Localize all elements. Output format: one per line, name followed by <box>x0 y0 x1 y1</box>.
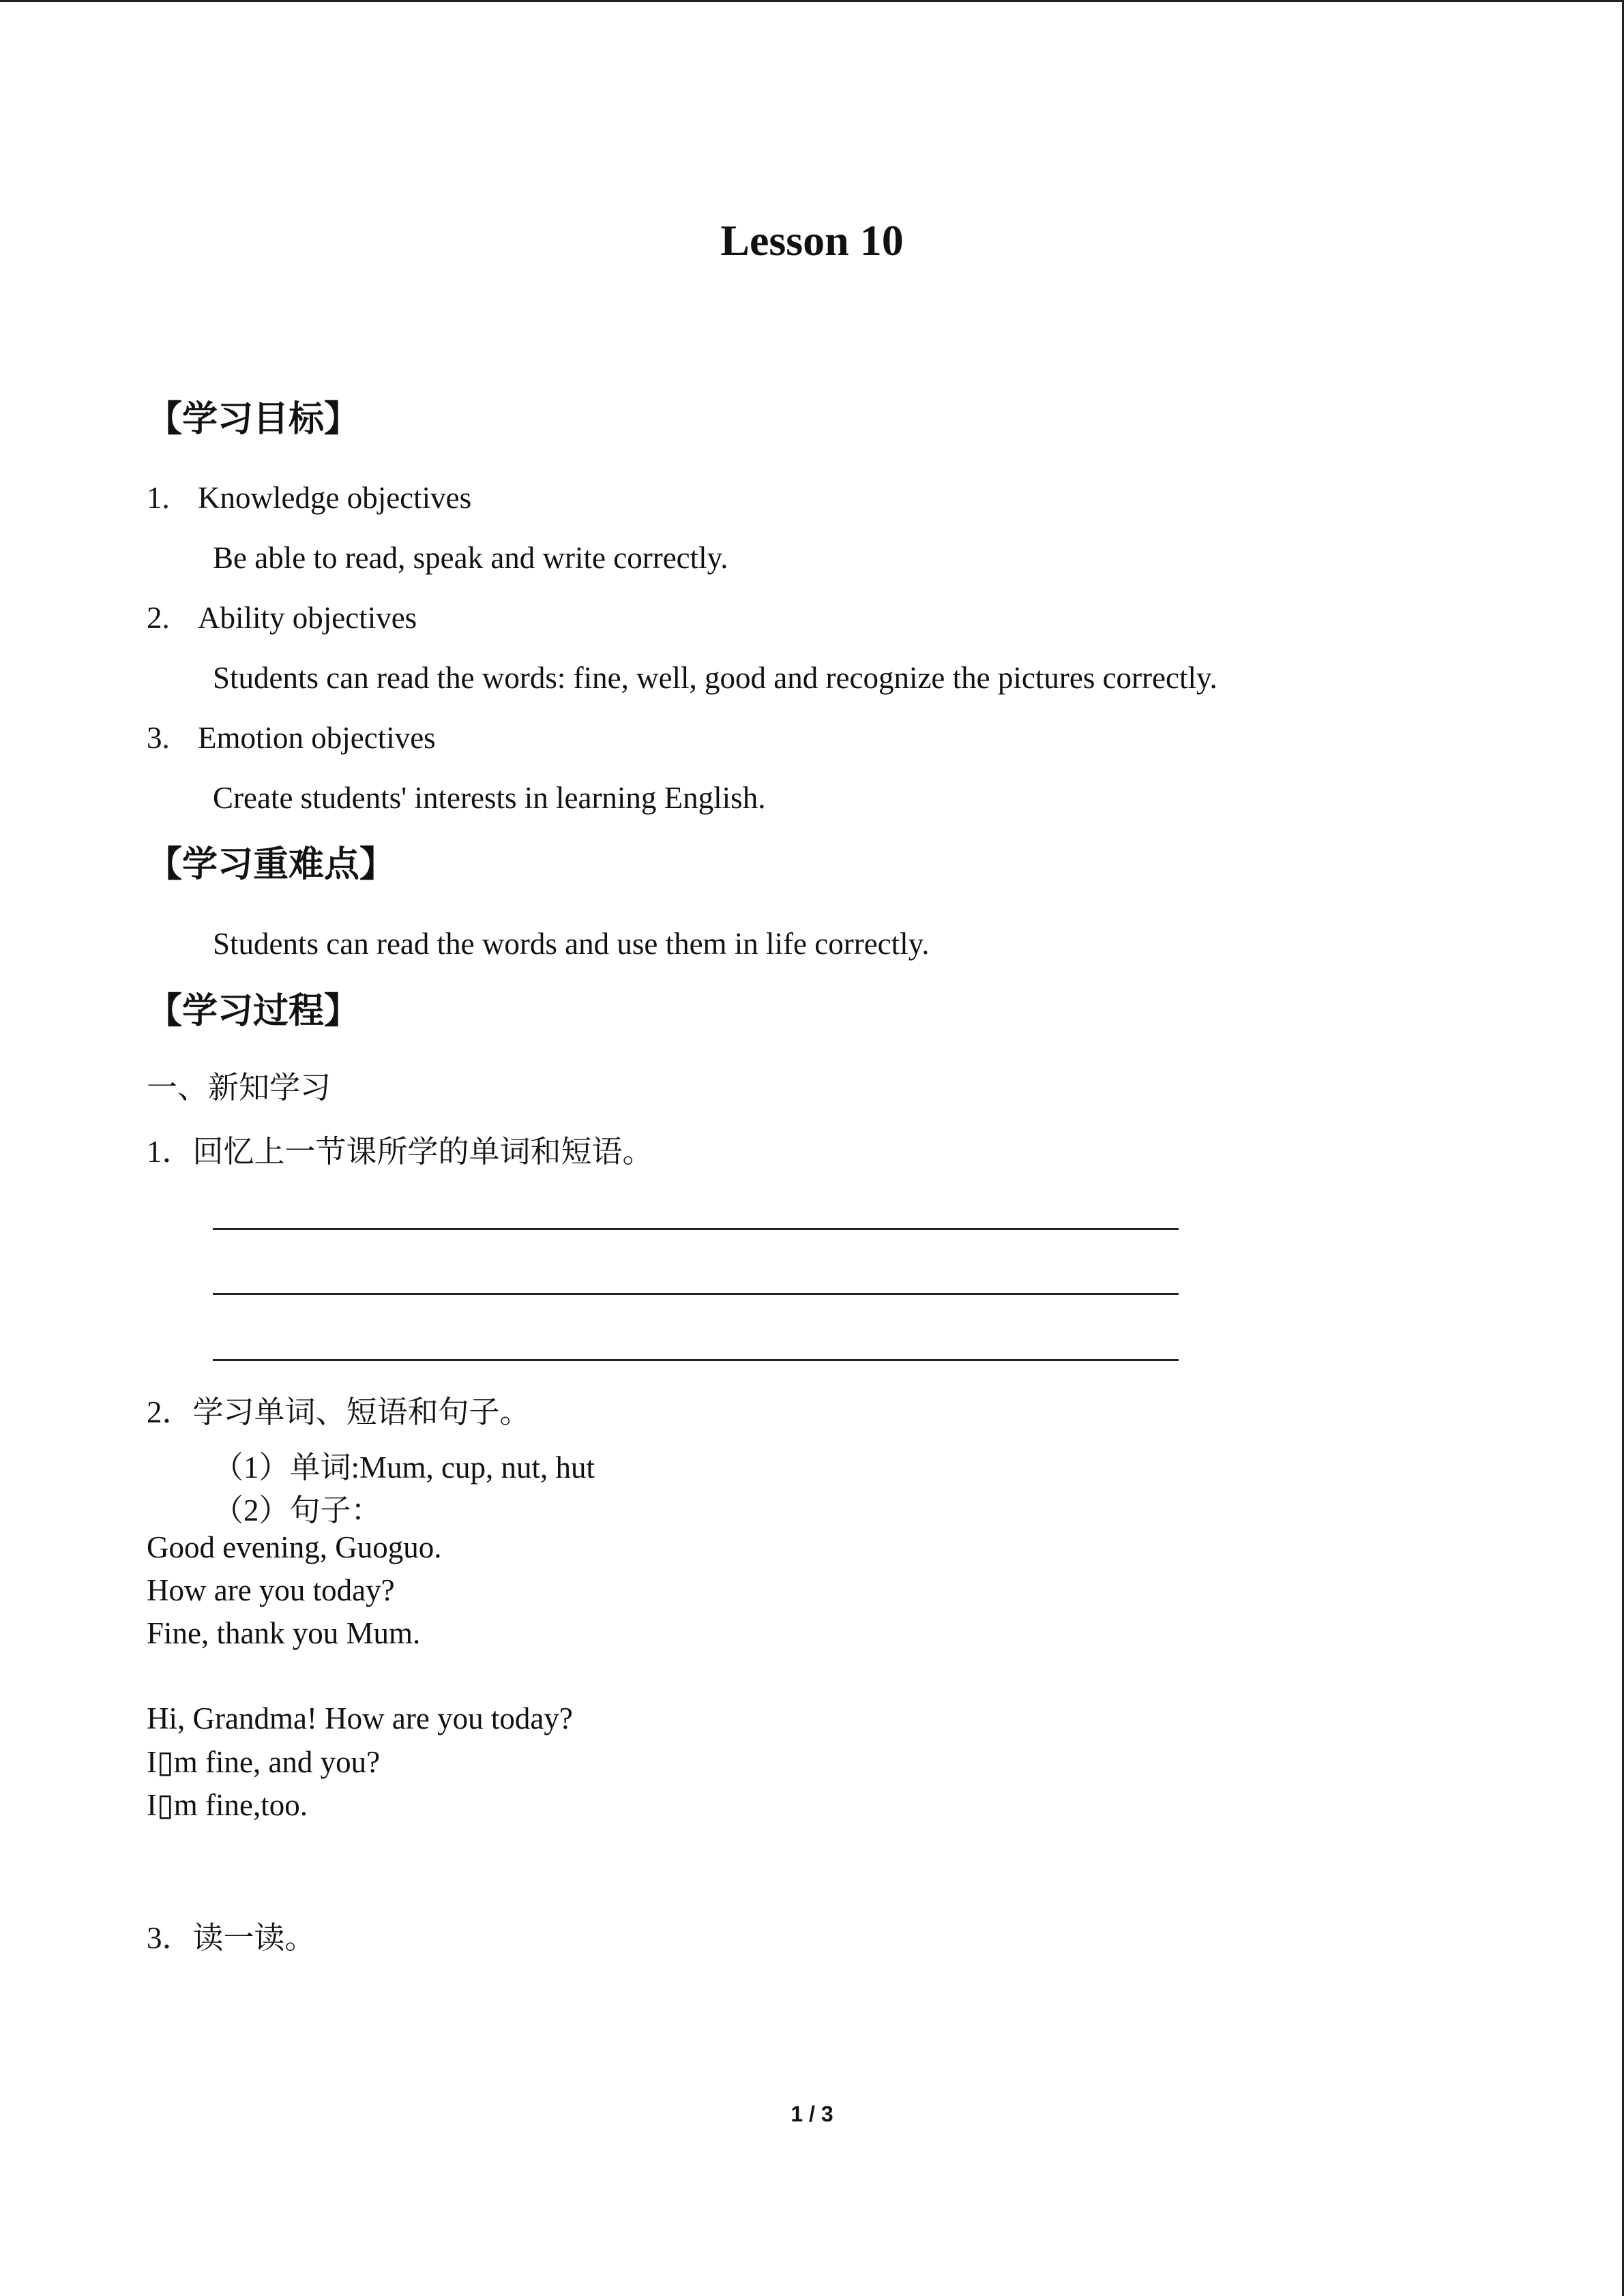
process-part-1: 一、新知学习 <box>147 1071 331 1105</box>
page-title: Lesson 10 <box>720 216 904 265</box>
objective-1-detail: Be able to read, speak and write correctly. <box>213 541 728 575</box>
objective-3-detail: Create students' interests in learning English. <box>213 781 766 815</box>
dialogue-1-line-3: Fine, thank you Mum. <box>147 1616 421 1650</box>
process-heading: 【学习过程】 <box>147 991 360 1032</box>
objective-2-detail: Students can read the words: fine, well, good and recognize the pictures correctly. <box>213 661 1217 695</box>
objective-2-number: 2. <box>147 601 170 635</box>
objective-1-number: 1. <box>147 481 170 515</box>
dialogue-2-line-2: I▯m fine, and you? <box>147 1745 381 1779</box>
objectives-heading: 【学习目标】 <box>147 399 360 440</box>
dialogue-2-line-3: I▯m fine,too. <box>147 1788 308 1822</box>
process-step-3: 3．读一读。 <box>147 1921 316 1955</box>
dialogue-2-line-1: Hi, Grandma! How are you today? <box>147 1701 573 1735</box>
objective-3-number: 3. <box>147 721 170 755</box>
process-step-1: 1．回忆上一节课所学的单词和短语。 <box>147 1135 653 1169</box>
process-step-2: 2．学习单词、短语和句子。 <box>147 1395 531 1429</box>
page-top-border <box>0 0 1624 2</box>
objective-1-label: Knowledge objectives <box>198 481 472 515</box>
words-line: （1）单词:Mum, cup, nut, hut <box>213 1450 595 1485</box>
objective-2-label: Ability objectives <box>198 601 417 635</box>
dialogue-1-line-2: How are you today? <box>147 1573 395 1607</box>
objective-3-label: Emotion objectives <box>198 721 436 755</box>
answer-line-3[interactable] <box>213 1359 1179 1361</box>
answer-line-2[interactable] <box>213 1293 1179 1295</box>
key-points-text: Students can read the words and use them in life correctly. <box>213 927 930 961</box>
key-points-heading: 【学习重难点】 <box>147 844 396 885</box>
sentences-label: （2）句子： <box>213 1493 382 1527</box>
page-number: 1 / 3 <box>791 2102 833 2126</box>
answer-line-1[interactable] <box>213 1228 1179 1230</box>
dialogue-1-line-1: Good evening, Guoguo. <box>147 1530 442 1564</box>
